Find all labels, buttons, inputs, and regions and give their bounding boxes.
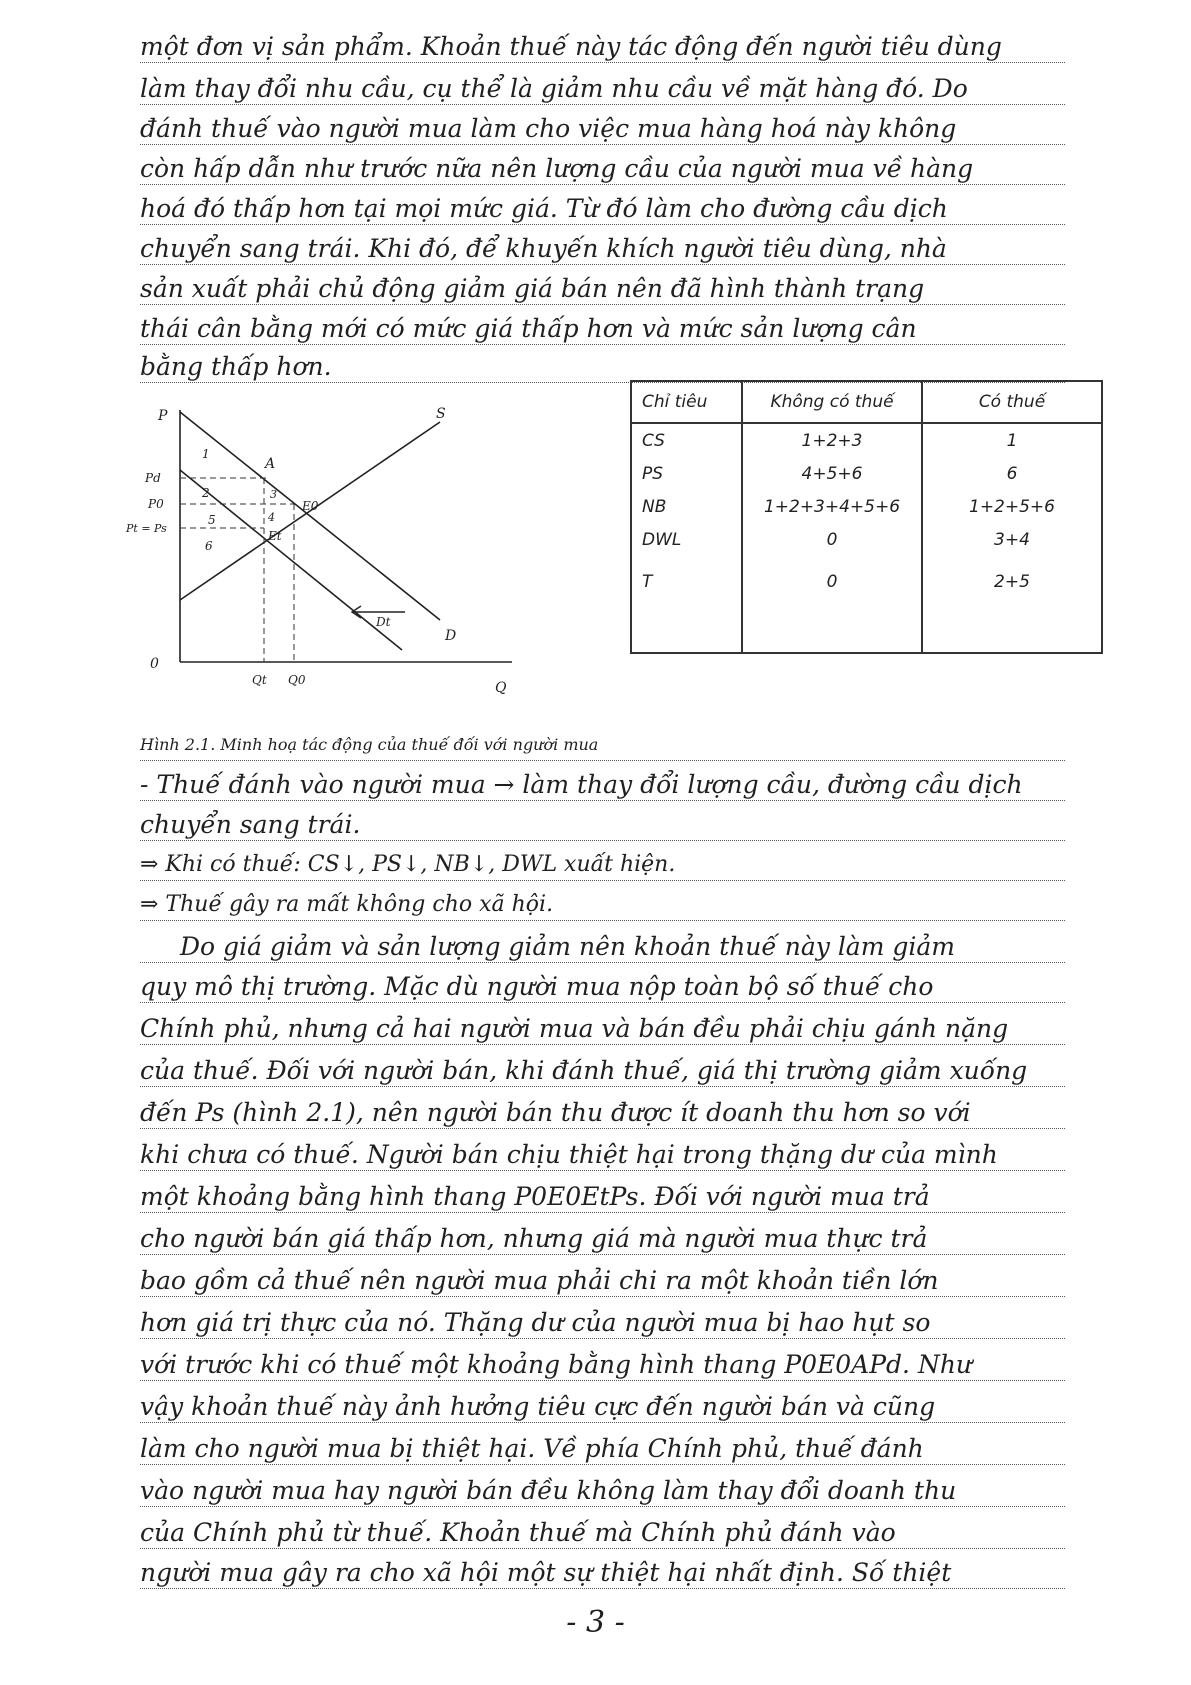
table-header: Có thuế	[922, 381, 1102, 423]
table-cell: 3+4	[922, 523, 1102, 556]
text-line: người mua gây ra cho xã hội một sự thiệt hại nhất định. Số thiệt	[140, 1558, 952, 1587]
text-line: làm cho người mua bị thiệt hại. Về phía Chính phủ, thuế đánh	[140, 1434, 924, 1463]
table-row	[631, 423, 1102, 457]
table-cell: 1+2+3	[742, 423, 922, 457]
table-row	[631, 490, 1102, 523]
table-row	[631, 523, 1102, 556]
table-header: Không có thuế	[742, 381, 922, 423]
area-2-label: 2	[202, 486, 210, 500]
table-cell: T	[631, 556, 742, 653]
table-row	[631, 556, 1102, 653]
area-4-label: 4	[268, 511, 275, 524]
price-pd-label: Pd	[145, 471, 161, 485]
text-line: làm thay đổi nhu cầu, cụ thể là giảm nhu cầu về mặt hàng đó. Do	[140, 74, 968, 103]
point-a-label: A	[265, 456, 276, 472]
table-row	[631, 457, 1102, 490]
text-line: vào người mua hay người bán đều không làm thay đổi doanh thu	[140, 1476, 957, 1505]
text-line: thái cân bằng mới có mức giá thấp hơn và mức sản lượng cân	[140, 314, 917, 343]
page-number: - 3 -	[566, 1605, 625, 1640]
welfare-table	[630, 380, 1103, 654]
axis-p-label: P	[158, 408, 168, 424]
text-line: của Chính phủ từ thuế. Khoản thuế mà Chính phủ đánh vào	[140, 1518, 896, 1547]
demand-label: D	[445, 628, 457, 644]
bullet-line: ⇒ Khi có thuế: CS↓, PS↓, NB↓, DWL xuất hiện.	[140, 852, 676, 877]
demand-curve	[180, 412, 440, 620]
area-6-label: 6	[205, 539, 213, 553]
area-1-label: 1	[202, 447, 210, 461]
bullet-line: ⇒ Thuế gây ra mất không cho xã hội.	[140, 892, 554, 917]
supply-label: S	[436, 406, 446, 422]
bullet-line: - Thuế đánh vào người mua → làm thay đổi lượng cầu, đường cầu dịch	[140, 770, 1023, 799]
price-pt-label: Pt = Ps	[126, 522, 167, 535]
table-cell: 6	[922, 457, 1102, 490]
text-line: bằng thấp hơn.	[140, 352, 332, 381]
table-header: Chỉ tiêu	[631, 381, 742, 423]
text-line: khi chưa có thuế. Người bán chịu thiệt hại trong thặng dư của mình	[140, 1140, 998, 1169]
text-line: còn hấp dẫn như trước nữa nên lượng cầu của người mua về hàng	[140, 154, 974, 183]
demand-new-label: Dt	[376, 615, 391, 629]
point-e0-label: E0	[302, 499, 319, 513]
table-cell: 0	[742, 556, 922, 653]
table-cell: 1	[922, 423, 1102, 457]
demand-curve-new	[180, 470, 402, 650]
text-line: đến Ps (hình 2.1), nên người bán thu được ít doanh thu hơn so với	[140, 1098, 971, 1127]
text-line: vậy khoản thuế này ảnh hưởng tiêu cực đến người bán và cũng	[140, 1392, 936, 1421]
point-et-label: Et	[268, 529, 282, 543]
bullet-line: chuyển sang trái.	[140, 810, 361, 839]
table-cell: CS	[631, 423, 742, 457]
table-cell: NB	[631, 490, 742, 523]
text-line: bao gồm cả thuế nên người mua phải chi ra một khoản tiền lớn	[140, 1266, 939, 1295]
supply-demand-diagram	[126, 400, 560, 700]
area-5-label: 5	[208, 513, 216, 527]
table-cell: 1+2+5+6	[922, 490, 1102, 523]
table-cell: DWL	[631, 523, 742, 556]
table-cell: 1+2+3+4+5+6	[742, 490, 922, 523]
area-3-label: 3	[270, 488, 277, 501]
price-p0-label: P0	[148, 497, 164, 511]
table-cell: PS	[631, 457, 742, 490]
text-line: đánh thuế vào người mua làm cho việc mua hàng hoá này không	[140, 114, 957, 143]
text-line: một đơn vị sản phẩm. Khoản thuế này tác động đến người tiêu dùng	[140, 32, 1002, 61]
qty-q0-label: Q0	[288, 673, 306, 687]
text-line: của thuế. Đối với người bán, khi đánh thuế, giá thị trường giảm xuống	[140, 1056, 1028, 1085]
text-line: một khoảng bằng hình thang P0E0EtPs. Đối với người mua trả	[140, 1182, 930, 1211]
axis-q-label: Q	[495, 680, 507, 696]
text-line: cho người bán giá thấp hơn, nhưng giá mà người mua thực trả	[140, 1224, 928, 1253]
text-line: với trước khi có thuế một khoảng bằng hình thang P0E0APd. Như	[140, 1350, 973, 1379]
origin-label: 0	[150, 656, 159, 672]
text-line: chuyển sang trái. Khi đó, để khuyến khích người tiêu dùng, nhà	[140, 234, 947, 263]
table-cell: 2+5	[922, 556, 1102, 653]
text-line: hơn giá trị thực của nó. Thặng dư của người mua bị hao hụt so	[140, 1308, 931, 1337]
text-line: sản xuất phải chủ động giảm giá bán nên đã hình thành trạng	[140, 274, 925, 303]
text-line: quy mô thị trường. Mặc dù người mua nộp toàn bộ số thuế cho	[140, 972, 934, 1001]
text-line: Do giá giảm và sản lượng giảm nên khoản thuế này làm giảm	[180, 932, 955, 961]
table-cell: 0	[742, 523, 922, 556]
figure-caption: Hình 2.1. Minh hoạ tác động của thuế đối với người mua	[140, 735, 599, 754]
text-line: hoá đó thấp hơn tại mọi mức giá. Từ đó làm cho đường cầu dịch	[140, 194, 948, 223]
table-cell: 4+5+6	[742, 457, 922, 490]
table-header-row	[631, 381, 1102, 423]
qty-qt-label: Qt	[252, 673, 267, 687]
text-line: Chính phủ, nhưng cả hai người mua và bán đều phải chịu gánh nặng	[140, 1014, 1009, 1043]
